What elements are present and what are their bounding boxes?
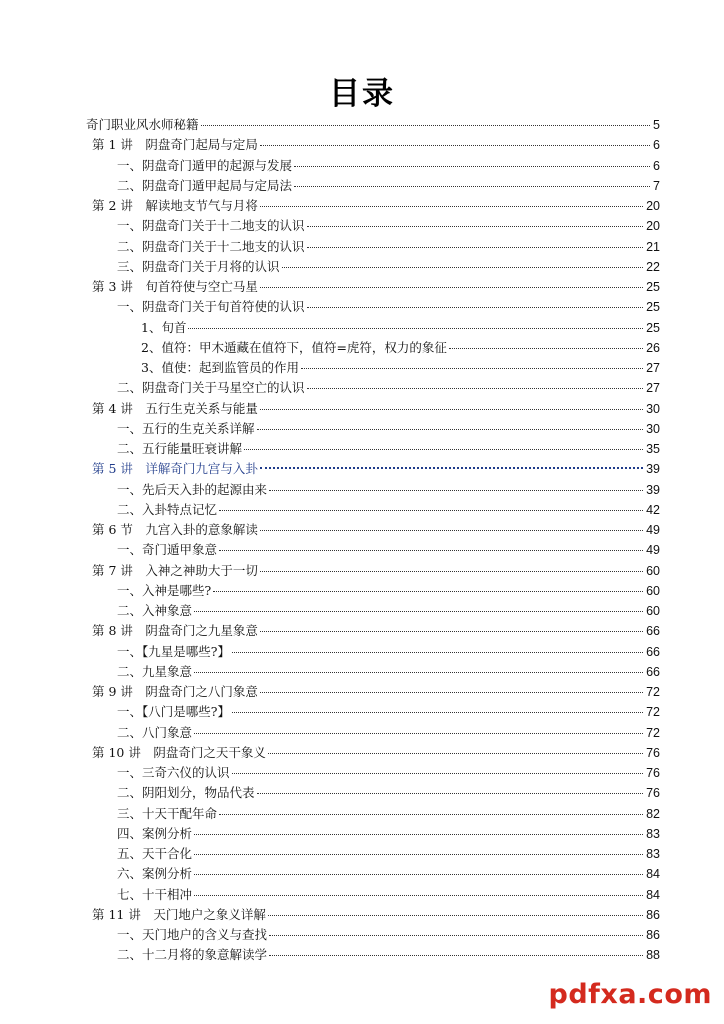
dot-leader xyxy=(307,247,644,248)
toc-entry-title: 第 4 讲 五行生克关系与能量 xyxy=(92,400,258,416)
toc-entry[interactable] xyxy=(86,885,660,905)
toc-entry[interactable] xyxy=(86,723,660,743)
toc-entry-title: 第 11 讲 天门地户之象义详解 xyxy=(92,906,266,922)
toc-entry[interactable] xyxy=(86,682,660,702)
toc-entry-title: 2、值符：甲木遁藏在值符下，值符=虎符，权力的象征 xyxy=(141,339,447,355)
toc-entry-page: 25 xyxy=(646,320,660,335)
toc-entry-page: 84 xyxy=(646,887,660,902)
dot-leader xyxy=(194,672,643,673)
toc-entry[interactable] xyxy=(86,702,660,722)
toc-entry-page: 83 xyxy=(646,847,660,861)
toc-entry[interactable] xyxy=(86,905,660,925)
toc-entry-title: 一、阴盘奇门关于十二地支的认识 xyxy=(117,218,305,234)
toc-entry-page: 83 xyxy=(646,826,660,841)
toc-entry[interactable] xyxy=(86,824,660,844)
toc-entry[interactable] xyxy=(86,844,660,864)
toc-entry-title: 五、天干合化 xyxy=(117,846,193,861)
toc-entry-title: 一、先后天入卦的起源由来 xyxy=(117,481,268,497)
toc-entry[interactable] xyxy=(86,581,660,601)
toc-entry[interactable] xyxy=(86,804,660,824)
toc-entry-title: 第 3 讲 旬首符使与空亡马星 xyxy=(92,279,258,294)
toc-entry-page: 39 xyxy=(646,482,660,497)
toc-entry-page: 76 xyxy=(646,766,660,780)
toc-entry-title: 第 5 讲 详解奇门九宫与入卦 xyxy=(92,461,258,477)
dot-leader xyxy=(219,814,643,815)
dot-leader xyxy=(449,348,643,349)
toc-entry[interactable] xyxy=(86,763,660,783)
toc-entry-page: 72 xyxy=(646,725,660,740)
toc-entry-title: 第 1 讲 阴盘奇门起局与定局 xyxy=(92,137,258,153)
dot-leader xyxy=(307,226,644,227)
toc-entry-page: 6 xyxy=(653,138,660,153)
toc-entry-page: 22 xyxy=(646,259,660,274)
toc-entry[interactable] xyxy=(86,439,660,459)
toc-entry-page: 49 xyxy=(646,543,660,558)
table-of-contents xyxy=(86,115,660,966)
toc-entry-page: 60 xyxy=(646,604,660,618)
toc-entry-title: 二、十二月将的象意解读学 xyxy=(117,947,268,963)
toc-entry-page: 49 xyxy=(646,523,660,537)
dot-leader xyxy=(260,571,643,572)
dot-leader xyxy=(268,753,643,754)
toc-entry[interactable] xyxy=(86,318,660,338)
dot-leader xyxy=(194,733,643,734)
toc-entry[interactable] xyxy=(86,216,660,236)
dot-leader xyxy=(301,368,643,369)
toc-entry-page: 60 xyxy=(646,583,660,598)
toc-entry-title: 第 8 讲 阴盘奇门之九星象意 xyxy=(92,623,258,639)
toc-entry-title: 一、【九星是哪些?】 xyxy=(117,643,230,659)
toc-entry[interactable] xyxy=(86,743,660,763)
toc-entry-title: 一、【八门是哪些?】 xyxy=(117,704,230,720)
toc-entry-page: 84 xyxy=(646,867,660,882)
dot-leader xyxy=(219,550,643,551)
toc-entry[interactable] xyxy=(86,338,660,358)
toc-entry-title: 第 2 讲 解读地支节气与月将 xyxy=(92,198,258,213)
toc-entry[interactable] xyxy=(86,945,660,965)
dot-leader xyxy=(194,611,643,612)
toc-entry[interactable] xyxy=(86,399,660,419)
toc-entry-title: 二、阴盘奇门关于马星空亡的认识 xyxy=(117,380,305,396)
toc-entry[interactable] xyxy=(86,480,660,500)
dot-leader xyxy=(232,652,643,653)
toc-entry-page: 82 xyxy=(646,806,660,821)
toc-entry-page: 26 xyxy=(646,340,660,355)
toc-entry-page: 6 xyxy=(653,158,660,173)
toc-entry[interactable] xyxy=(86,115,660,135)
dot-leader xyxy=(260,467,643,469)
toc-entry-page: 60 xyxy=(646,563,660,578)
dot-leader xyxy=(282,267,644,268)
toc-entry[interactable] xyxy=(86,156,660,176)
toc-entry-title: 二、阴盘奇门遁甲起局与定局法 xyxy=(117,177,293,193)
toc-entry-title: 一、奇门遁甲象意 xyxy=(117,542,218,558)
toc-entry[interactable] xyxy=(86,642,660,662)
toc-entry-title: 二、九星象意 xyxy=(117,663,193,679)
dot-leader xyxy=(260,206,643,207)
toc-entry-title: 二、阴阳划分，物品代表 xyxy=(117,785,255,801)
dot-leader xyxy=(269,955,643,956)
dot-leader xyxy=(194,874,643,875)
dot-leader xyxy=(194,854,643,855)
toc-entry-title: 七、十干相冲 xyxy=(117,886,193,902)
toc-entry-page: 66 xyxy=(646,664,660,679)
toc-entry[interactable] xyxy=(86,601,660,621)
toc-entry[interactable] xyxy=(86,358,660,378)
toc-entry-page: 25 xyxy=(646,280,660,294)
dot-leader xyxy=(294,186,650,187)
toc-entry[interactable] xyxy=(86,864,660,884)
toc-entry-title: 3、值使：起到监管员的作用 xyxy=(141,360,299,375)
toc-entry[interactable] xyxy=(86,500,660,520)
dot-leader xyxy=(260,287,643,288)
toc-entry[interactable] xyxy=(86,135,660,155)
dot-leader xyxy=(268,915,643,916)
toc-entry-page: 20 xyxy=(646,199,660,213)
toc-entry[interactable] xyxy=(86,297,660,317)
toc-entry-title: 二、入神象意 xyxy=(117,603,193,618)
toc-entry[interactable] xyxy=(86,176,660,196)
toc-entry-title: 奇门职业风水师秘籍 xyxy=(86,117,199,132)
toc-entry-title: 六、案例分析 xyxy=(117,866,193,882)
toc-entry-page: 27 xyxy=(646,361,660,375)
dot-leader xyxy=(260,409,643,410)
toc-entry-page: 66 xyxy=(646,624,660,639)
toc-entry-page: 30 xyxy=(646,421,660,436)
dot-leader xyxy=(188,328,643,329)
toc-entry-title: 一、阴盘奇门关于旬首符使的认识 xyxy=(117,299,305,315)
toc-entry-title: 一、天门地户的含义与查找 xyxy=(117,927,268,942)
toc-entry-page: 42 xyxy=(646,502,660,517)
toc-entry-title: 第 9 讲 阴盘奇门之八门象意 xyxy=(92,684,258,699)
toc-entry[interactable] xyxy=(86,520,660,540)
toc-entry-page: 7 xyxy=(653,178,660,193)
toc-entry[interactable] xyxy=(86,621,660,641)
toc-entry-page: 66 xyxy=(646,644,660,659)
toc-entry-page: 35 xyxy=(646,442,660,456)
watermark-text: pdfxa.com xyxy=(548,979,712,1010)
dot-leader xyxy=(194,834,643,835)
dot-leader xyxy=(269,490,643,491)
toc-entry-title: 一、三奇六仪的认识 xyxy=(117,765,230,780)
dot-leader xyxy=(307,307,644,308)
dot-leader xyxy=(294,166,650,167)
dot-leader xyxy=(257,429,644,430)
toc-entry-title: 第 10 讲 阴盘奇门之天干象义 xyxy=(92,744,266,760)
toc-entry-title: 一、阴盘奇门遁甲的起源与发展 xyxy=(117,157,293,173)
toc-entry-page: 76 xyxy=(646,786,660,801)
toc-entry-title: 二、五行能量旺衰讲解 xyxy=(117,441,243,456)
dot-leader xyxy=(257,793,644,794)
toc-entry[interactable] xyxy=(86,561,660,581)
toc-entry-page: 21 xyxy=(646,239,660,254)
toc-entry[interactable] xyxy=(86,925,660,945)
dot-leader xyxy=(260,145,650,146)
toc-entry-title: 第 6 节 九宫入卦的意象解读 xyxy=(92,522,258,537)
toc-entry-page: 25 xyxy=(646,300,660,315)
toc-entry-page: 39 xyxy=(646,462,660,477)
dot-leader xyxy=(269,935,643,936)
dot-leader xyxy=(260,631,643,632)
dot-leader xyxy=(219,510,643,511)
toc-entry-title: 二、阴盘奇门关于十二地支的认识 xyxy=(117,238,305,254)
toc-entry-title: 一、五行的生克关系详解 xyxy=(117,420,255,436)
toc-entry-page: 86 xyxy=(646,928,660,942)
toc-entry[interactable] xyxy=(86,196,660,216)
toc-entry-page: 27 xyxy=(646,381,660,396)
dot-leader xyxy=(201,125,651,126)
toc-entry-title: 1、旬首 xyxy=(141,319,187,335)
toc-entry-page: 72 xyxy=(646,705,660,720)
dot-leader xyxy=(232,773,644,774)
dot-leader xyxy=(232,712,643,713)
toc-entry[interactable] xyxy=(86,662,660,682)
toc-entry-page: 76 xyxy=(646,745,660,760)
toc-entry[interactable] xyxy=(86,783,660,803)
page-title: 目录 xyxy=(329,76,395,112)
dot-leader xyxy=(260,692,643,693)
toc-entry-page: 88 xyxy=(646,948,660,963)
dot-leader xyxy=(213,591,643,592)
toc-entry-title: 四、案例分析 xyxy=(117,825,193,841)
toc-entry[interactable] xyxy=(86,378,660,398)
toc-entry[interactable] xyxy=(86,419,660,439)
toc-entry-title: 三、十天干配年命 xyxy=(117,805,218,821)
toc-entry-title: 三、阴盘奇门关于月将的认识 xyxy=(117,258,280,274)
toc-entry-title: 一、入神是哪些? xyxy=(117,582,212,598)
toc-entry-page: 5 xyxy=(653,118,660,132)
dot-leader xyxy=(244,449,643,450)
toc-entry-page: 30 xyxy=(646,401,660,416)
toc-entry-page: 72 xyxy=(646,685,660,699)
dot-leader xyxy=(194,895,643,896)
toc-entry-title: 二、入卦特点记忆 xyxy=(117,501,218,517)
toc-entry[interactable] xyxy=(86,237,660,257)
toc-entry-page: 86 xyxy=(646,907,660,922)
toc-entry[interactable] xyxy=(86,277,660,297)
toc-entry-title: 第 7 讲 入神之神助大于一切 xyxy=(92,562,258,578)
dot-leader xyxy=(260,530,643,531)
toc-entry-title: 二、八门象意 xyxy=(117,724,193,740)
toc-entry[interactable] xyxy=(86,540,660,560)
toc-entry[interactable] xyxy=(86,257,660,277)
toc-entry[interactable] xyxy=(86,459,660,479)
dot-leader xyxy=(307,388,644,389)
toc-entry-page: 20 xyxy=(646,219,660,234)
